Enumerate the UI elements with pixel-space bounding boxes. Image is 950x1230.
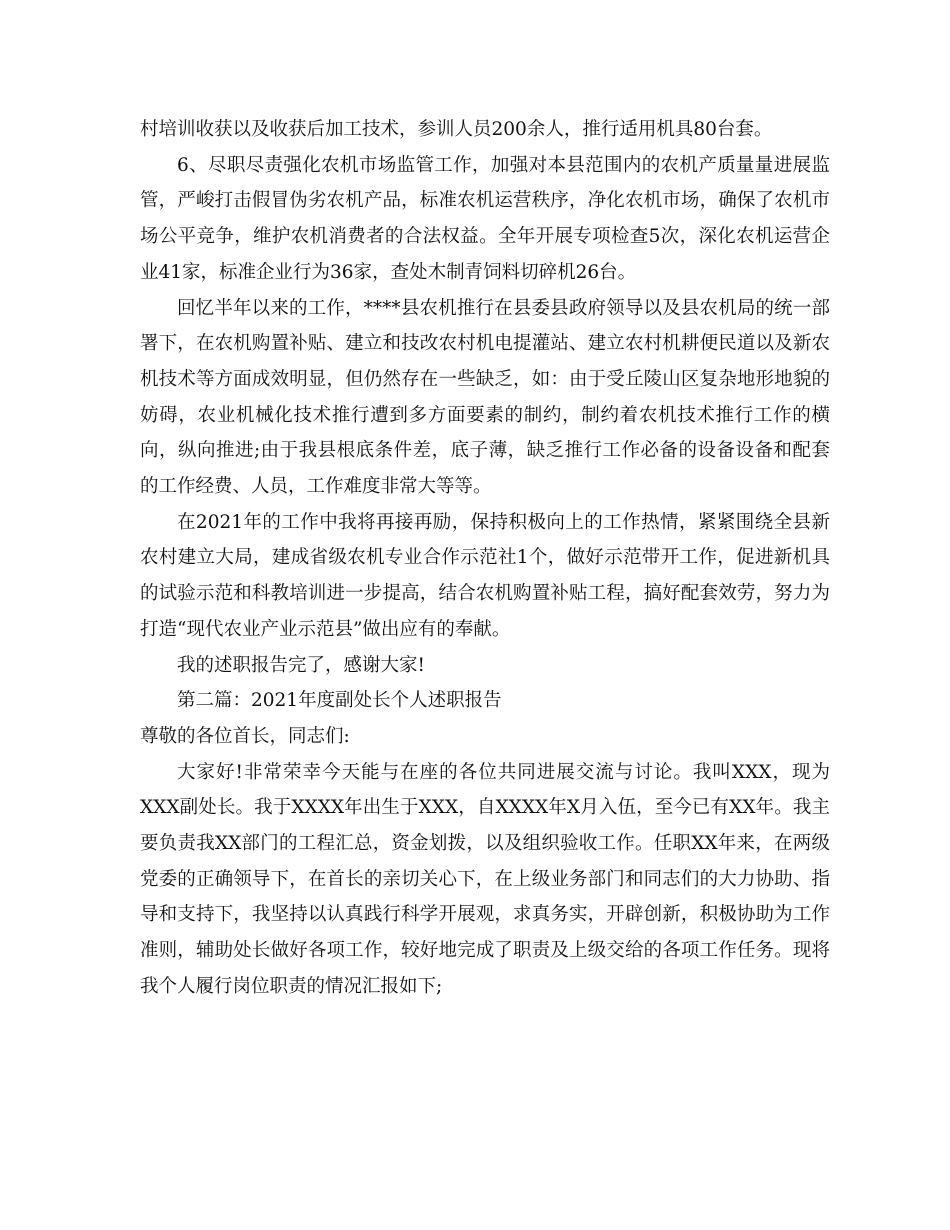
document-body — [140, 112, 830, 1005]
paragraph-market-supervision: 6、尽职尽责强化农机市场监管工作，加强对本县范围内的农机产质量量进展监管，严峻打击假冒伪劣农机产品，标准农机运营秩序，净化农机市场，确保了农机市场公平竞争，维护农机消费者的合法权益。全年开展专项检查5次，深化农机运营企业41家，标准企业行为36家，查处木制青饲料切碎机26台。 — [140, 154, 830, 283]
paragraph-half-year-review: 回忆半年以来的工作，****县农机推行在县委县政府领导以及县农机局的统一部署下，在农机购置补贴、建立和技改农村机电提灌站、建立农村机耕便民道以及新农机技术等方面成效明显，但仍然存在一些缺乏，如：由于受丘陵山区复杂地形地貌的妨碍，农业机械化技术推行遭到多方面要素的制约，制约着农机技术推行工作的横向，纵向推进;由于我县根底条件差，底子薄，缺乏推行工作必备的设备设备和配套的工作经费、人员，工作难度非常大等等。 — [140, 297, 830, 498]
paragraph-next-year-plan: 在2021年的工作中我将再接再励，保持积极向上的工作热情，紧紧围绕全县新农村建立大局，建成省级农机专业合作示范社1个，做好示范带开工作，促进新机具的试验示范和科教培训进一步提高，结合农机购置补贴工程，搞好配套效劳，努力为打造“现代农业产业示范县”做出应有的奉献。 — [140, 511, 830, 640]
section-heading-second-report: 第二篇：2021年度副处长个人述职报告 — [177, 690, 502, 712]
salutation: 尊敬的各位首长，同志们: — [140, 725, 350, 747]
paragraph-closing: 我的述职报告完了，感谢大家! — [177, 654, 425, 676]
paragraph-self-introduction: 大家好!非常荣幸今天能与在座的各位共同进展交流与讨论。我叫XXX，现为XXX副处长。我于XXXX年出生于XXX，自XXXX年X月入伍，至今已有XX年。我主要负责我XX部门的工程汇总，资金划拨，以及组织验收工作。任职XX年来，在两级党委的正确领导下，在首长的亲切关心下，在上级业务部门和同志们的大力协助、指导和支持下，我坚持以认真践行科学开展观，求真务实，开辟创新，积极协助为工作准则，辅助处长做好各项工作，较好地完成了职责及上级交给的各项工作任务。现将我个人履行岗位职责的情况汇报如下; — [140, 761, 830, 997]
paragraph-training-summary: 村培训收获以及收获后加工技术，参训人员200余人，推行适用机具80台套。 — [140, 119, 773, 140]
